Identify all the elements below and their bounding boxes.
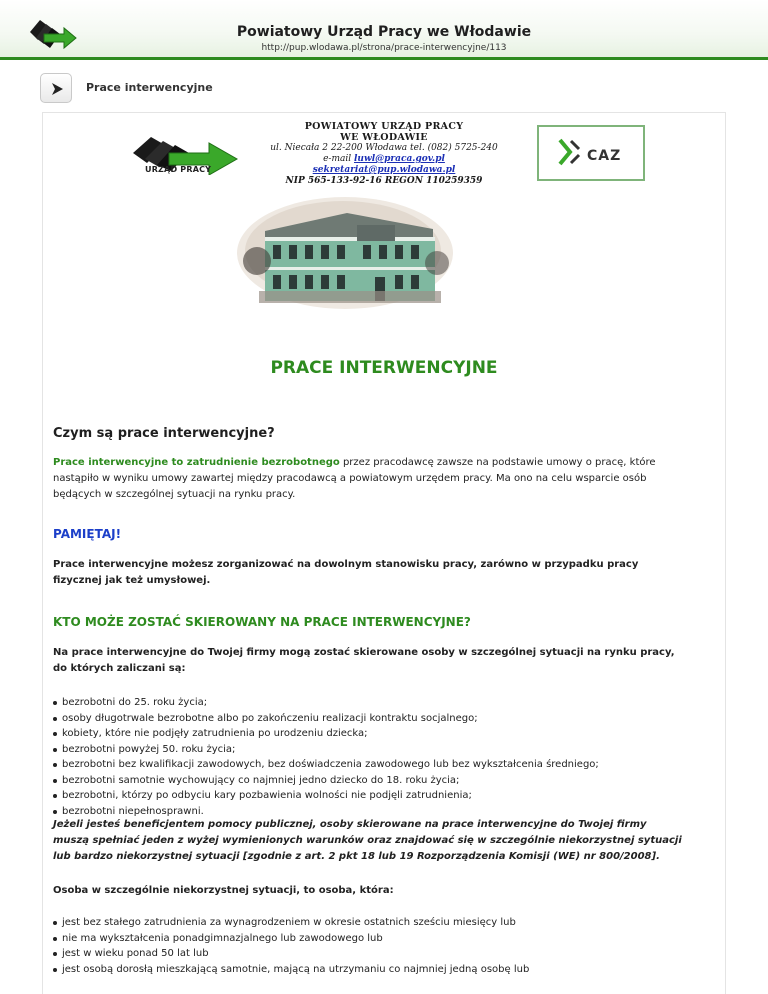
question-heading: Czym są prace interwencyjne? [53, 426, 275, 441]
office-address: ul. Niecała 2 22-200 Włodawa tel. (082) 5725-240 [270, 143, 498, 153]
office-contact-info [249, 121, 519, 187]
list-item: bezrobotni samotnie wychowujący co najmniej jedno dziecko do 18. roku życia; [53, 773, 703, 789]
page-header [0, 0, 768, 60]
beneficiary-paragraph [53, 817, 703, 865]
email-label: e-mail [323, 154, 352, 164]
list-item: bezrobotni niepełnosprawni. [53, 804, 703, 820]
intro-line-2: nastąpiło w wyniku umowy zawartej między pracodawcą a powiatowym urzędem pracy. Ma ono na celu wsparcie osób [53, 473, 647, 484]
intro-highlight: Prace interwencyjne to zatrudnienie bezrobotnego [53, 457, 340, 468]
intro-paragraph [53, 455, 703, 503]
office-email-line [249, 154, 519, 165]
breadcrumb-label: Prace interwencyjne [86, 81, 213, 94]
who-intro-line-2: do których zaliczani są: [53, 663, 186, 674]
office-city: WE WŁODAWIE [340, 132, 428, 143]
list-item: jest osobą dorosłą mieszkającą samotnie, mającą na utrzymaniu co najmniej jedną osobę lub [53, 962, 703, 978]
remember-line-1: Prace interwencyjne możesz zorganizować na dowolnym stanowisku pracy, zarówno w przypadku pracy [53, 559, 639, 570]
list-item: bezrobotni, którzy po odbyciu kary pozbawienia wolności nie podjęli zatrudnienia; [53, 788, 703, 804]
remember-heading: PAMIĘTAJ! [53, 527, 122, 541]
list-item: bezrobotni powyżej 50. roku życia; [53, 742, 703, 758]
page-url[interactable]: http://pup.wlodawa.pl/strona/prace-interwencyjne/113 [261, 43, 507, 53]
list-item: bezrobotni bez kwalifikacji zawodowych, bez doświadczenia zawodowego lub bez wykształcenia średniego; [53, 757, 703, 773]
office-name: POWIATOWY URZĄD PRACY [304, 121, 464, 132]
beneficiary-line-3: lub bardzo niekorzystnej sytuacji [zgodnie z art. 2 pkt 18 lub 19 Rozporządzenia Komisji (WE) nr 800/2008]. [53, 851, 660, 862]
caz-logo [537, 125, 645, 181]
beneficiary-line-2: muszą spełniać jeden z wyżej wymienionych warunków oraz znajdować się w szczególnie niekorzystnej sytuacji [53, 835, 682, 846]
beneficiary-line-1: Jeżeli jesteś beneficjentem pomocy publicznej, osoby skierowane na prace interwencyjne do Twojej firmy [53, 819, 647, 830]
remember-text [53, 557, 703, 589]
office-banner [129, 121, 509, 309]
logo-caption: URZĄD PRACY [145, 165, 212, 174]
breadcrumb-button[interactable] [40, 73, 72, 103]
caz-icon [557, 137, 585, 167]
page-title: PRACE INTERWENCYJNE [270, 358, 498, 378]
email-link-1[interactable]: luwl@praca.gov.pl [354, 154, 445, 164]
site-title: Powiatowy Urząd Pracy we Włodawie [236, 24, 532, 40]
intro-line-3: będących w szczególnej sytuacji na rynku pracy. [53, 489, 296, 500]
intro-line-1 [53, 455, 703, 471]
who-intro [53, 645, 703, 677]
person-heading: Osoba w szczególnie niekorzystnej sytuacji, to osoba, która: [53, 885, 394, 896]
office-building-image [237, 191, 453, 313]
remember-line-2: fizycznej jak też umysłowej. [53, 575, 211, 586]
list-item: jest bez stałego zatrudnienia za wynagrodzeniem w okresie ostatnich sześciu miesięcy lub [53, 915, 703, 931]
list-item: kobiety, które nie podjęły zatrudnienia po urodzeniu dziecka; [53, 726, 703, 742]
email-link-2[interactable]: sekretariat@pup.wlodawa.pl [312, 165, 456, 175]
person-list [53, 915, 703, 977]
list-item: osoby długotrwale bezrobotne albo po zakończeniu realizacji kontraktu socjalnego; [53, 711, 703, 727]
list-item: jest w wieku ponad 50 lat lub [53, 946, 703, 962]
who-list [53, 695, 703, 819]
who-heading: KTO MOŻE ZOSTAĆ SKIEROWANY NA PRACE INTERWENCYJNE? [53, 615, 471, 629]
content-panel [42, 112, 726, 994]
who-intro-line-1: Na prace interwencyjne do Twojej firmy mogą zostać skierowane osoby w szczególnej sytuacji na rynku pracy, [53, 647, 675, 658]
office-nip: NIP 565-133-92-16 REGON 110259359 [285, 176, 483, 186]
caz-label: CAZ [587, 148, 622, 164]
list-item: bezrobotni do 25. roku życia; [53, 695, 703, 711]
intro-text: przez pracodawcę zawsze na podstawie umowy o pracę, które [339, 457, 656, 468]
play-arrow-icon [50, 82, 64, 96]
list-item: nie ma wykształcenia ponadgimnazjalnego lub zawodowego lub [53, 931, 703, 947]
